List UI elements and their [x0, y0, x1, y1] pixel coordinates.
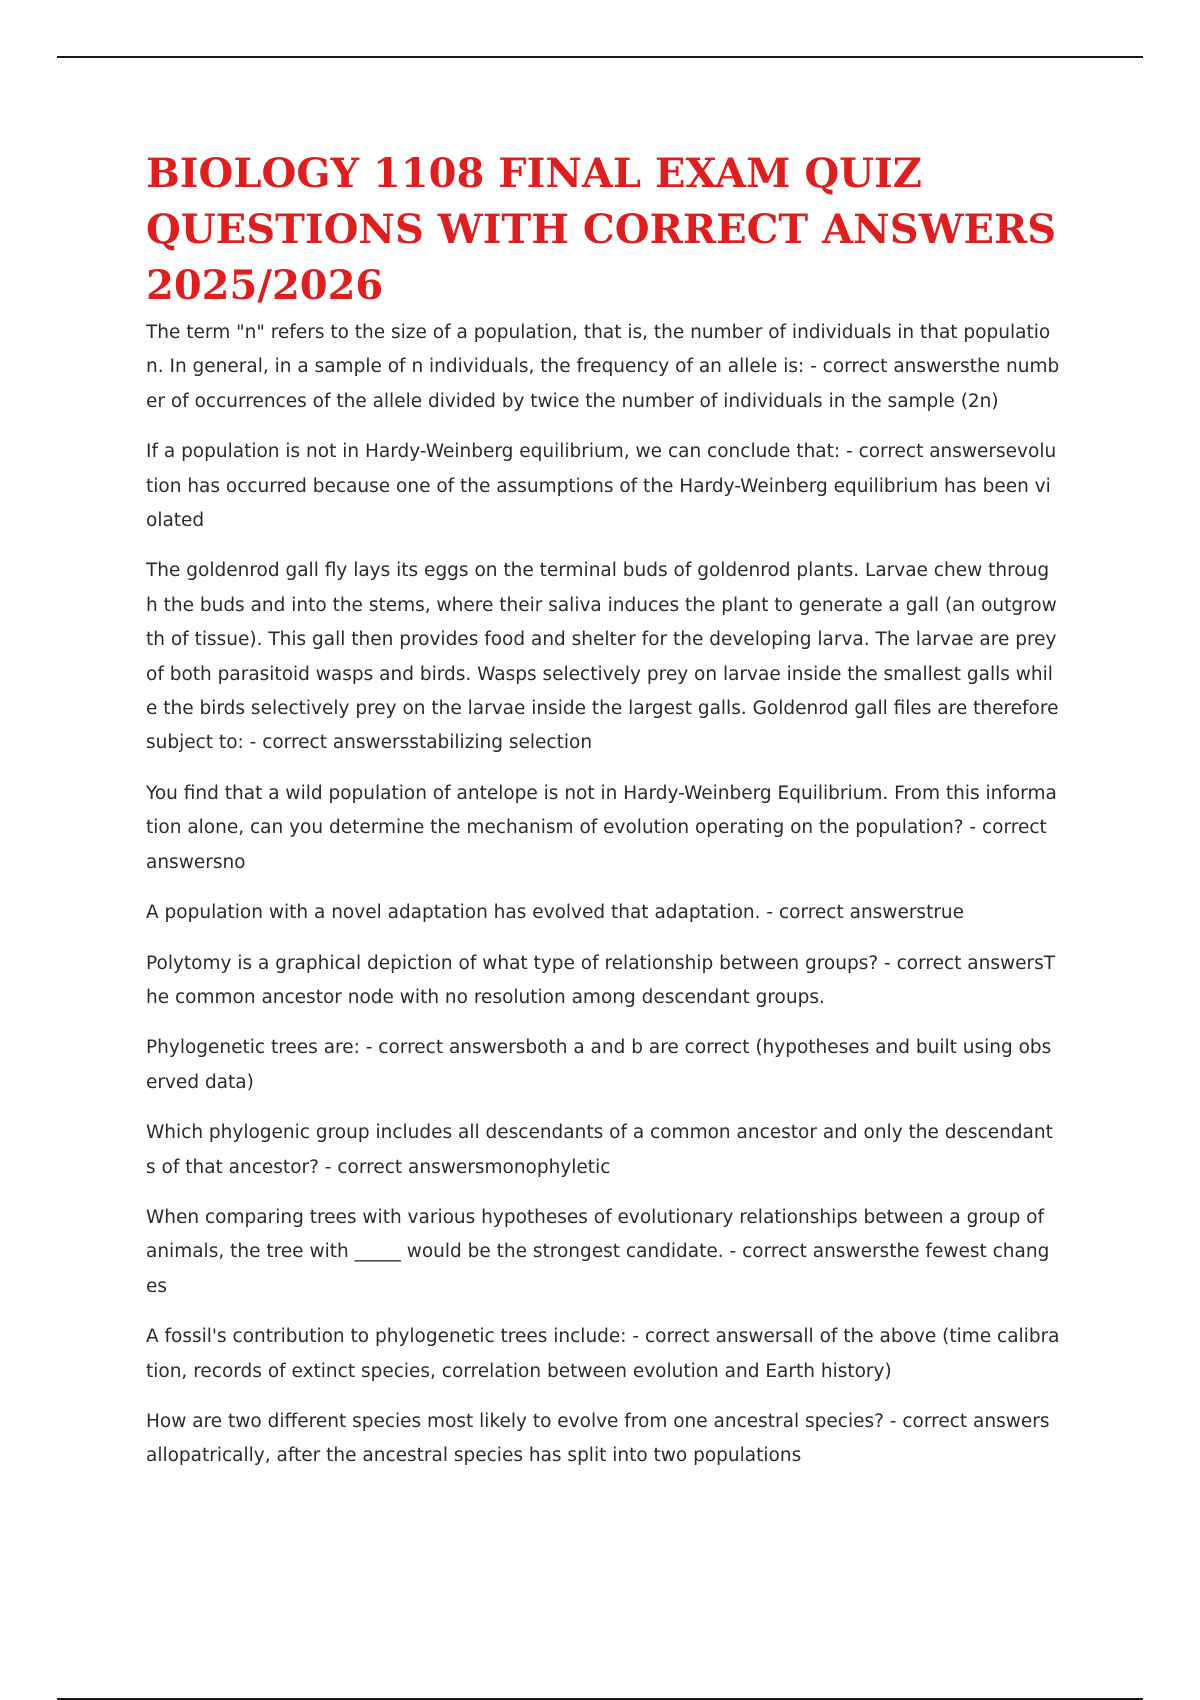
answer-text: correct answersThe common ancestor node with no resolution among descendant groups. — [146, 952, 1056, 1008]
answer-text: correct answerstrue — [778, 902, 965, 924]
answer-text: correct answersno — [146, 817, 1047, 873]
qa-item — [146, 1405, 1060, 1474]
qa-item — [146, 316, 1060, 419]
question-text: You find that a wild population of antelope is not in Hardy-Weinberg Equilibrium. From this information alone, can you determine the mechanism of evolution operating on the population? - — [146, 782, 1057, 839]
answer-text: correct answersstabilizing selection — [262, 732, 593, 754]
qa-item — [146, 1201, 1060, 1304]
top-rule — [57, 56, 1143, 58]
qa-item — [146, 947, 1060, 1016]
question-text: Phylogenetic trees are: - — [146, 1037, 379, 1059]
document-body — [146, 146, 1060, 1490]
qa-item — [146, 554, 1060, 760]
qa-item — [146, 777, 1060, 880]
qa-item — [146, 896, 1060, 930]
document-title: BIOLOGY 1108 FINAL EXAM QUIZ QUESTIONS WITH CORRECT ANSWERS 2025/2026 — [146, 150, 1057, 309]
question-text: The term "n" refers to the size of a population, that is, the number of individuals in that population. In general, in a sample of n individuals, the frequency of an allele is: - — [146, 322, 1051, 378]
question-text: The goldenrod gall fly lays its eggs on the terminal buds of goldenrod plants. Larvae chew through the buds and into the stems, where their saliva induces the plant to generate a gall (an outgrowth of tissue). This gall then provides food and shelter for the developing larva. The larvae are prey of both parasitoid wasps and birds. Wasps selectively prey on larvae inside the smallest galls while the birds selectively prey on the larvae inside the largest galls. Goldenrod gall files are therefore subject to: - — [146, 560, 1059, 754]
answer-text: correct answersboth a and b are correct (hypotheses and built using observed data) — [146, 1037, 1052, 1093]
qa-item — [146, 1320, 1060, 1389]
question-text: A fossil's contribution to phylogenetic trees include: - — [146, 1326, 645, 1348]
qa-item — [146, 1116, 1060, 1185]
answer-text: correct answersall of the above (time calibration, records of extinct species, correlation between evolution and Earth history) — [146, 1326, 1060, 1382]
qa-list — [146, 316, 1060, 1474]
answer-text: correct answersmonophyletic — [337, 1156, 611, 1178]
question-text: Which phylogenic group includes all descendants of a common ancestor and only the descendants of that ancestor? - — [146, 1122, 1053, 1178]
qa-item — [146, 435, 1060, 538]
answer-text: correct answersthe number of occurrences of the allele divided by twice the number of individuals in the sample (2n) — [146, 356, 1060, 412]
question-text: How are two different species most likely to evolve from one ancestral species? - — [146, 1410, 903, 1432]
answer-text: correct answersevolution has occurred because one of the assumptions of the Hardy-Weinberg equilibrium has been violated — [146, 441, 1057, 532]
qa-item — [146, 1031, 1060, 1100]
question-text: A population with a novel adaptation has evolved that adaptation. - — [146, 902, 779, 924]
question-text: When comparing trees with various hypotheses of evolutionary relationships between a group of animals, the tree with _____ would be the strongest candidate. - — [146, 1206, 1045, 1263]
answer-text: correct answersthe fewest changes — [146, 1241, 1050, 1297]
question-text: Polytomy is a graphical depiction of what type of relationship between groups? - — [146, 952, 897, 974]
answer-text: correct answersallopatrically, after the ancestral species has split into two populations — [146, 1410, 1050, 1467]
question-text: If a population is not in Hardy-Weinberg equilibrium, we can conclude that: - — [146, 441, 859, 463]
